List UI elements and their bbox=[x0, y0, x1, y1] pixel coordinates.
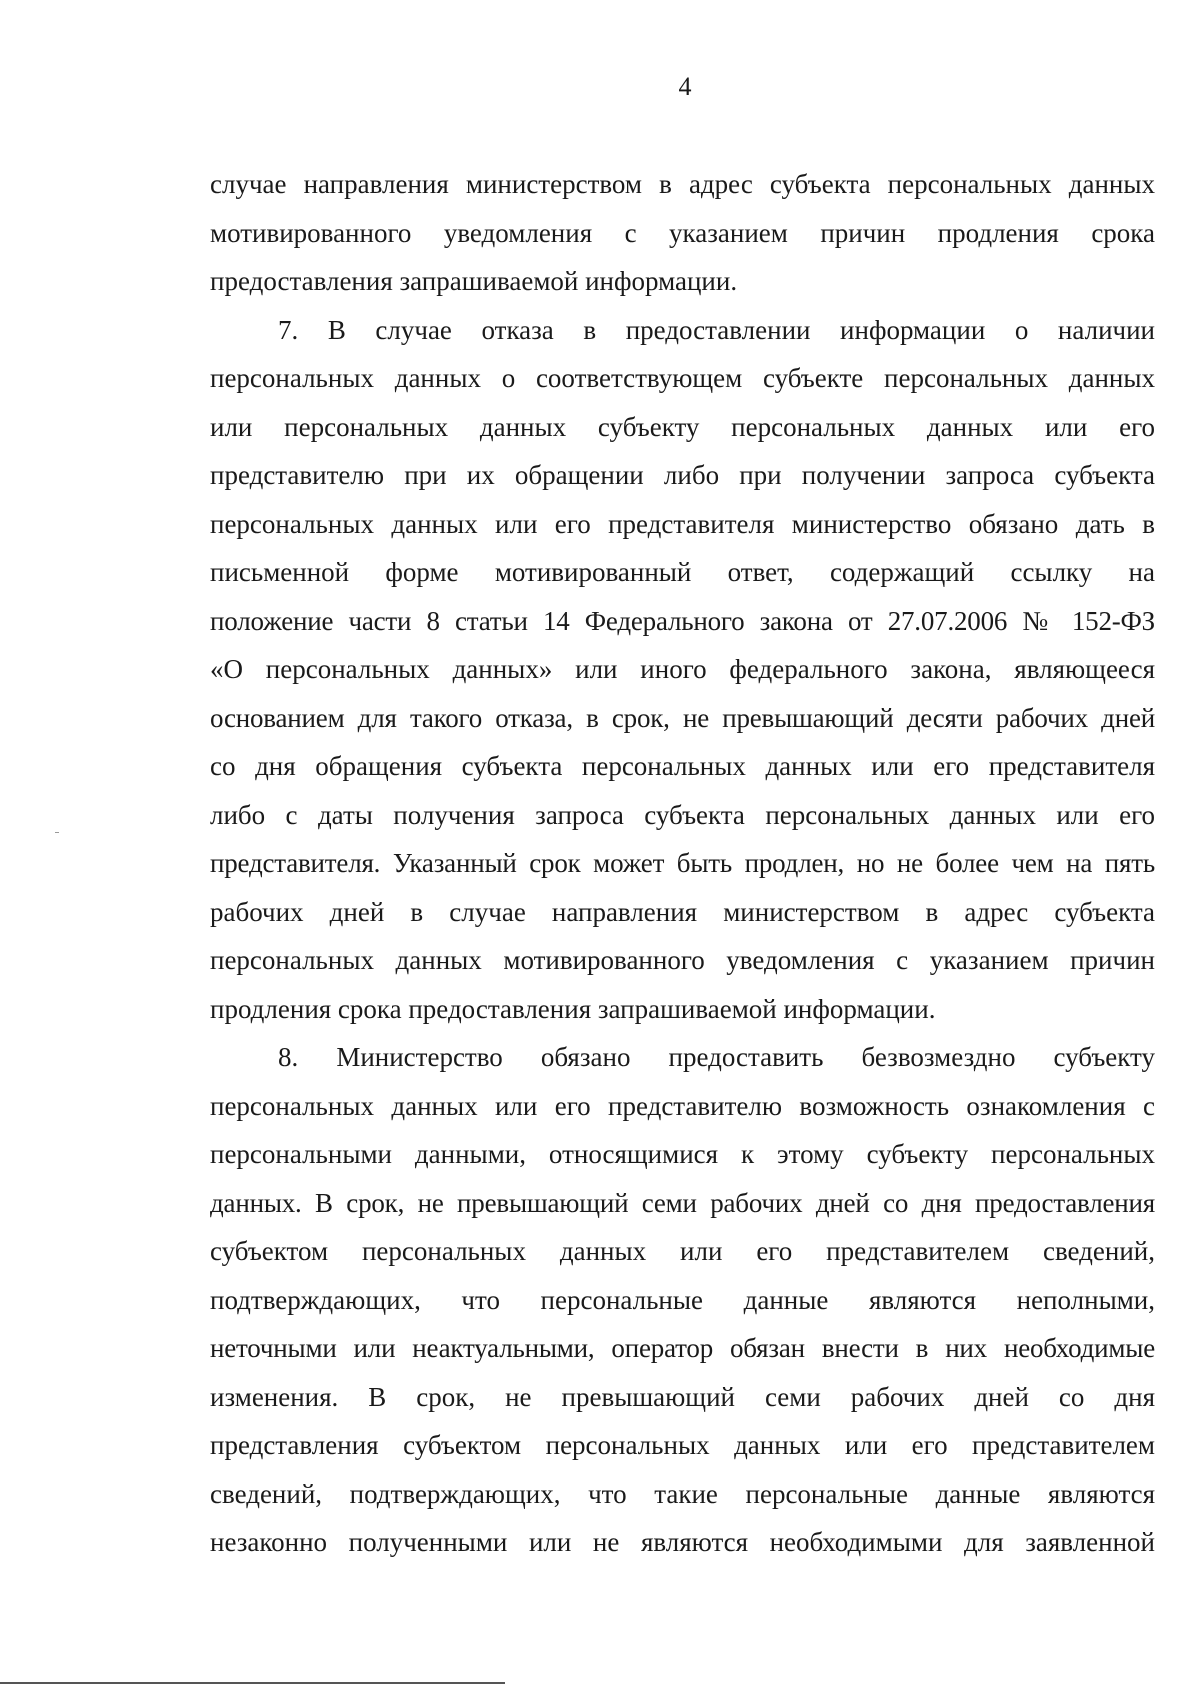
text-line: со дня обращения субъекта персональных данных или его представителя bbox=[210, 751, 1155, 781]
text-line: или персональных данных субъекту персональных данных или его bbox=[210, 411, 1155, 442]
text-line: 8. Министерство обязано предоставить безвозмездно субъекту bbox=[278, 1042, 1155, 1072]
text-line: неточными или неактуальными, оператор обязан внести в них необходимые bbox=[210, 1333, 1155, 1363]
text-line: положение части 8 статьи 14 Федерального закона от 27.07.2006 № 152-ФЗ bbox=[210, 605, 1155, 636]
text-line: предоставления запрашиваемой информации. bbox=[210, 266, 738, 296]
text-line: сведений, подтверждающих, что такие персональные данные являются bbox=[210, 1478, 1155, 1509]
text-line: изменения. В срок, не превышающий семи рабочих дней со дня bbox=[210, 1381, 1155, 1412]
text-line: представления субъектом персональных данных или его представителем bbox=[210, 1430, 1155, 1460]
text-line: представителю при их обращении либо при получении запроса субъекта bbox=[210, 460, 1155, 490]
document-body bbox=[210, 160, 1155, 1567]
text-line: письменной форме мотивированный ответ, содержащий ссылку на bbox=[210, 557, 1155, 587]
text-line: основанием для такого отказа, в срок, не превышающий десяти рабочих дней bbox=[210, 702, 1155, 733]
scan-artifact bbox=[55, 832, 59, 833]
paragraph-continuation bbox=[210, 160, 1155, 306]
page-edge-rule bbox=[0, 1682, 505, 1684]
text-line: данных. В срок, не превышающий семи рабочих дней со дня предоставления bbox=[210, 1187, 1155, 1218]
paragraph-item-8 bbox=[210, 1033, 1155, 1567]
text-line: персональных данных или его представителю возможность ознакомления с bbox=[210, 1090, 1155, 1121]
text-line: субъектом персональных данных или его представителем сведений, bbox=[210, 1236, 1155, 1266]
page-number: 4 bbox=[678, 72, 692, 101]
text-line: случае направления министерством в адрес субъекта персональных данных bbox=[210, 169, 1155, 199]
text-line: персональными данными, относящимися к этому субъекту персональных bbox=[210, 1139, 1155, 1169]
paragraph-item-7 bbox=[210, 306, 1155, 1034]
text-line: мотивированного уведомления с указанием причин продления срока bbox=[210, 217, 1155, 248]
text-line: продления срока предоставления запрашиваемой информации. bbox=[210, 993, 936, 1024]
text-line: либо с даты получения запроса субъекта персональных данных или его bbox=[210, 799, 1155, 830]
text-line: подтверждающих, что персональные данные являются неполными, bbox=[210, 1284, 1155, 1315]
text-line: персональных данных или его представителя министерство обязано дать в bbox=[210, 508, 1155, 539]
text-line: «О персональных данных» или иного федерального закона, являющееся bbox=[210, 654, 1155, 684]
text-line: незаконно полученными или не являются необходимыми для заявленной bbox=[210, 1527, 1155, 1557]
text-line: персональных данных мотивированного уведомления с указанием причин bbox=[210, 945, 1155, 975]
text-line: персональных данных о соответствующем субъекте персональных данных bbox=[210, 363, 1155, 393]
text-line: 7. В случае отказа в предоставлении информации о наличии bbox=[278, 314, 1155, 345]
text-line: представителя. Указанный срок может быть продлен, но не более чем на пять bbox=[210, 848, 1155, 878]
text-line: рабочих дней в случае направления министерством в адрес субъекта bbox=[210, 896, 1155, 927]
